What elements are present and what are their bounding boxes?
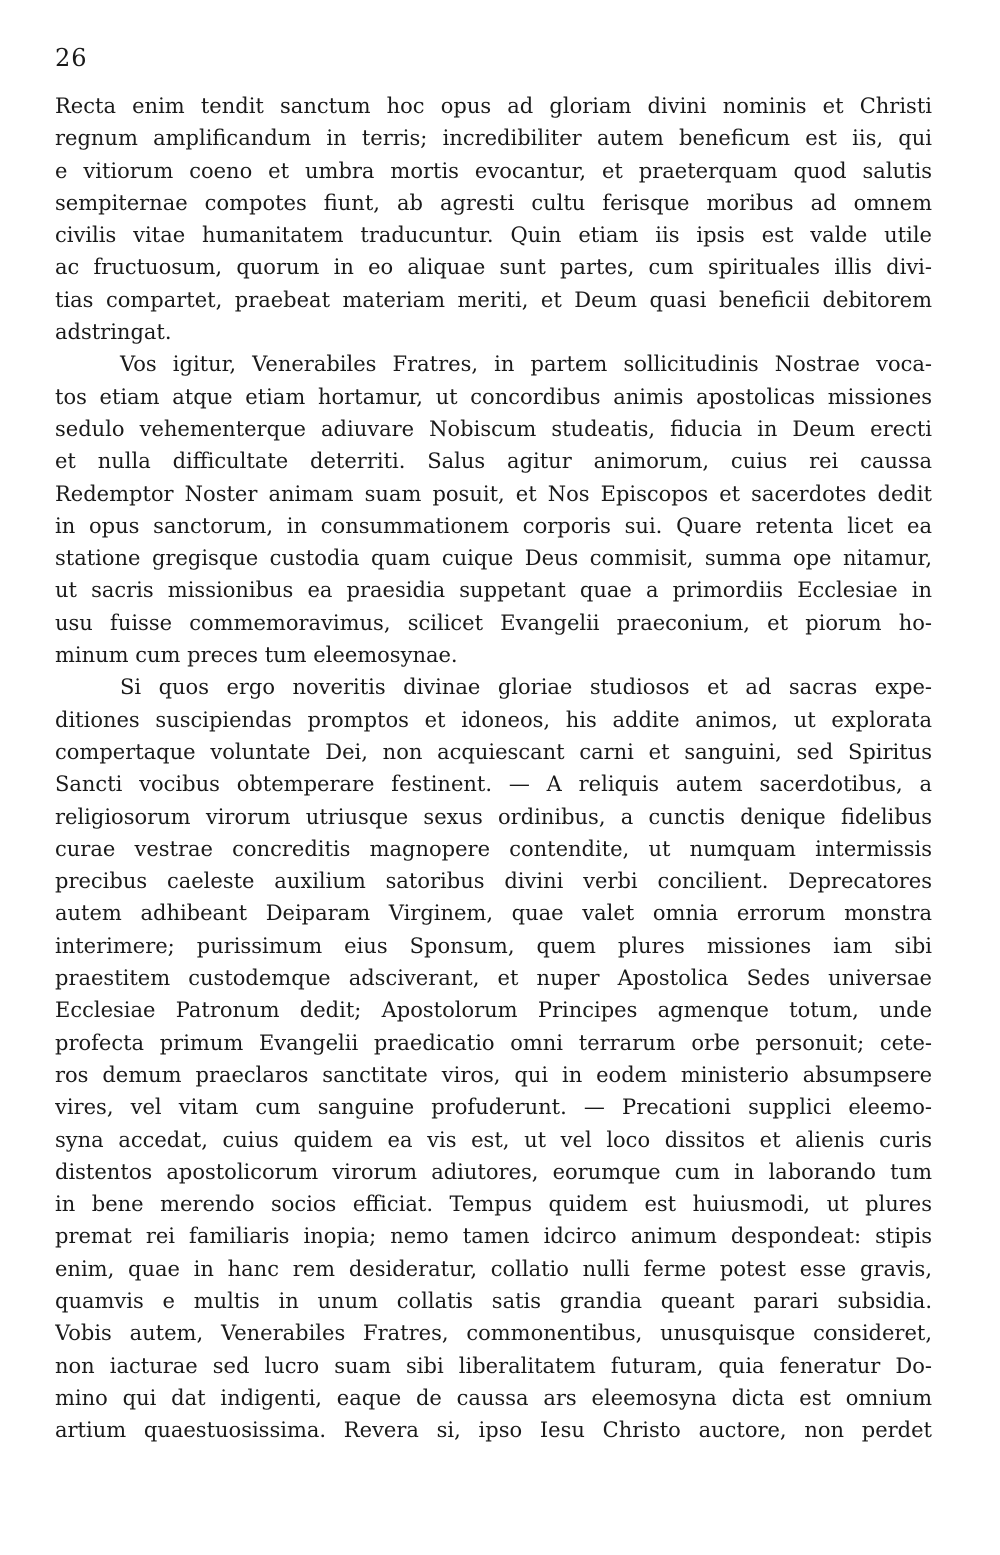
text-line: Recta enim tendit sanctum hoc opus ad gloriam divini nominis et Christi [55,94,932,118]
text-line: sempiternae compotes fiunt, ab agresti cultu ferisque moribus ad omnem [55,190,932,215]
page-number: 26 [55,44,88,72]
text-line: ros demum praeclaros sanctitate viros, qui in eodem ministerio absumpsere [55,1062,932,1087]
text-line: interimere; purissimum eius Sponsum, quem plures missiones iam sibi [55,933,932,958]
text-line: Ecclesiae Patronum dedit; Apostolorum Principes agmenque totum, unde [55,998,932,1023]
text-line: quamvis e multis in unum collatis satis grandia queant parari subsidia. [55,1288,932,1313]
text-line: ac fructuosum, quorum in eo aliquae sunt partes, cum spirituales illis divi- [55,255,932,280]
text-line: precibus caeleste auxilium satoribus divini verbi concilient. Deprecatores [55,869,932,894]
text-line: in bene merendo socios efficiat. Tempus quidem est huiusmodi, ut plures [55,1192,932,1217]
text-line: premat rei familiaris inopia; nemo tamen idcirco animum despondeat: stipis [55,1224,932,1249]
text-line: e vitiorum coeno et umbra mortis evocantur, et praeterquam quod salutis [55,158,932,183]
text-line: tos etiam atque etiam hortamur, ut concordibus animis apostolicas missiones [55,384,932,409]
body-text [55,90,932,1446]
text-line: syna accedat, cuius quidem ea vis est, ut vel loco dissitos et alienis curis [55,1127,932,1152]
text-line: religiosorum virorum utriusque sexus ordinibus, a cunctis denique fidelibus [55,804,932,829]
text-line: compertaque voluntate Dei, non acquiescant carni et sanguini, sed Spiritus [55,739,932,764]
text-line: Vobis autem, Venerabiles Fratres, commonentibus, unusquisque consideret, [55,1321,932,1346]
text-line: Sancti vocibus obtemperare festinent. — A reliquis autem sacerdotibus, a [55,772,932,797]
text-line: usu fuisse commemoravimus, scilicet Evangelii praeconium, et piorum ho- [55,610,932,635]
text-line: artium quaestuosissima. Revera si, ipso Iesu Christo auctore, non perdet [55,1418,932,1443]
text-line: distentos apostolicorum virorum adiutores, eorumque cum in laborando tum [55,1159,932,1184]
text-line: enim, quae in hanc rem desideratur, collatio nulli ferme potest esse gravis, [55,1256,932,1281]
text-line: Vos igitur, Venerabiles Fratres, in partem sollicitudinis Nostrae voca- [120,352,932,377]
text-line: ditiones suscipiendas promptos et idoneos, his addite animos, ut explorata [55,707,932,732]
text-line: statione gregisque custodia quam cuique Deus commisit, summa ope nitamur, [55,546,932,571]
text-line: tias compartet, praebeat materiam meriti, et Deum quasi beneficii debitorem [55,287,932,312]
text-line: Si quos ergo noveritis divinae gloriae studiosos et ad sacras expe- [120,675,932,700]
text-line: in opus sanctorum, in consummationem corporis sui. Quare retenta licet ea [55,513,932,538]
text-line: Redemptor Noster animam suam posuit, et Nos Episcopos et sacerdotes dedit [55,481,932,506]
text-line: sedulo vehementerque adiuvare Nobiscum studeatis, fiducia in Deum erecti [55,416,932,441]
text-line: non iacturae sed lucro suam sibi liberalitatem futuram, quia feneratur Do- [55,1353,932,1378]
text-line: minum cum preces tum eleemosynae. [55,643,458,668]
text-line: curae vestrae concreditis magnopere contendite, ut numquam intermissis [55,836,932,861]
text-line: praestitem custodemque adsciverant, et nuper Apostolica Sedes universae [55,966,932,991]
text-line: regnum amplificandum in terris; incredibiliter autem beneficum est iis, qui [55,126,932,151]
text-line: et nulla difficultate deterriti. Salus agitur animorum, cuius rei caussa [55,449,932,474]
text-line: autem adhibeant Deiparam Virginem, quae valet omnia errorum monstra [55,901,932,926]
text-line: mino qui dat indigenti, eaque de caussa ars eleemosyna dicta est omnium [55,1385,932,1410]
text-line: civilis vitae humanitatem traducuntur. Quin etiam iis ipsis est valde utile [55,223,932,248]
text-line: ut sacris missionibus ea praesidia suppetant quae a primordiis Ecclesiae in [55,578,932,603]
text-line: vires, vel vitam cum sanguine profuderunt. — Precationi supplici eleemo- [55,1095,932,1120]
text-line: profecta primum Evangelii praedicatio omni terrarum orbe personuit; cete- [55,1030,932,1055]
text-line: adstringat. [55,320,172,345]
